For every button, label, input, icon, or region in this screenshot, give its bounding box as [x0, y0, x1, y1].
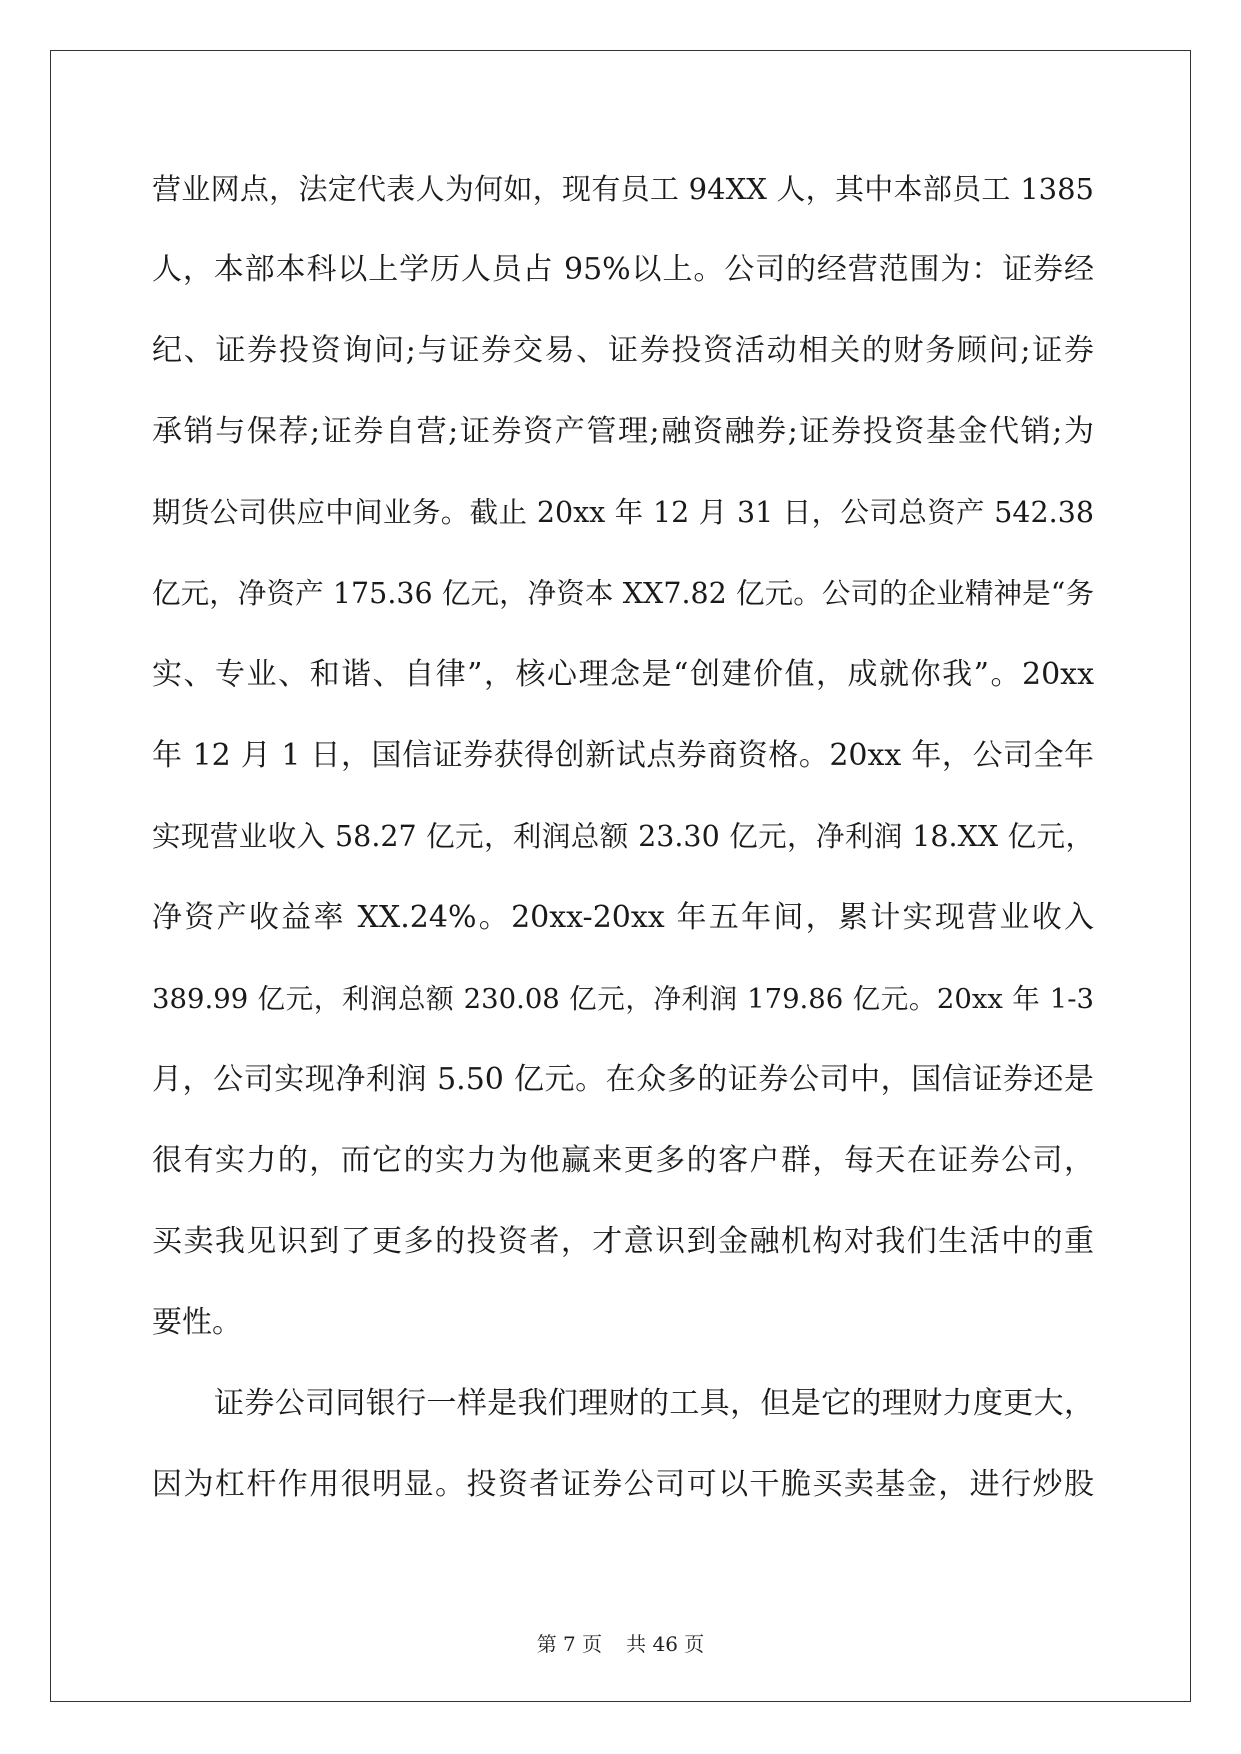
text-line: 因为杠杆作用很明显。投资者证券公司可以干脆买卖基金，进行炒股 [152, 1467, 1094, 1502]
text-line: 纪、证券投资询问;与证券交易、证券投资活动相关的财务顾问;证券 [152, 333, 1094, 368]
text-line: 实现营业收入 58.27 亿元，利润总额 23.30 亿元，净利润 18.XX 亿元， [152, 820, 1094, 853]
text-line: 期货公司供应中间业务。截止 20xx 年 12 月 31 日，公司总资产 542.38 [152, 496, 1094, 529]
text-line: 亿元，净资产 175.36 亿元，净资本 XX7.82 亿元。公司的企业精神是“务 [152, 577, 1094, 610]
text-line-paragraph-start: 证券公司同银行一样是我们理财的工具，但是它的理财力度更大， [214, 1386, 1094, 1421]
text-line: 月，公司实现净利润 5.50 亿元。在众多的证券公司中，国信证券还是 [152, 1062, 1094, 1097]
text-line: 年 12 月 1 日，国信证券获得创新试点券商资格。20xx 年，公司全年 [152, 738, 1094, 773]
text-line: 人，本部本科以上学历人员占 95%以上。公司的经营范围为：证券经 [152, 252, 1094, 287]
page-number: 第 7 页 [536, 1632, 603, 1656]
text-line: 净资产收益率 XX.24%。20xx-20xx 年五年间，累计实现营业收入 [152, 900, 1094, 935]
page-footer [0, 1628, 1241, 1657]
text-line: 实、专业、和谐、自律”，核心理念是“创建价值，成就你我”。20xx [152, 657, 1094, 692]
page-total: 共 46 页 [626, 1632, 705, 1656]
text-line: 很有实力的，而它的实力为他赢来更多的客户群，每天在证券公司， [152, 1143, 1094, 1178]
text-line: 营业网点，法定代表人为何如，现有员工 94XX 人，其中本部员工 1385 [152, 172, 1094, 206]
text-line: 买卖我见识到了更多的投资者，才意识到金融机构对我们生活中的重 [152, 1224, 1094, 1259]
text-line: 389.99 亿元，利润总额 230.08 亿元，净利润 179.86 亿元。20xx 年 1-3 [152, 983, 1094, 1015]
text-line: 承销与保荐;证券自营;证券资产管理;融资融券;证券投资基金代销;为 [152, 414, 1094, 449]
document-body [152, 163, 1094, 1540]
text-line-paragraph-end: 要性。 [152, 1305, 242, 1340]
